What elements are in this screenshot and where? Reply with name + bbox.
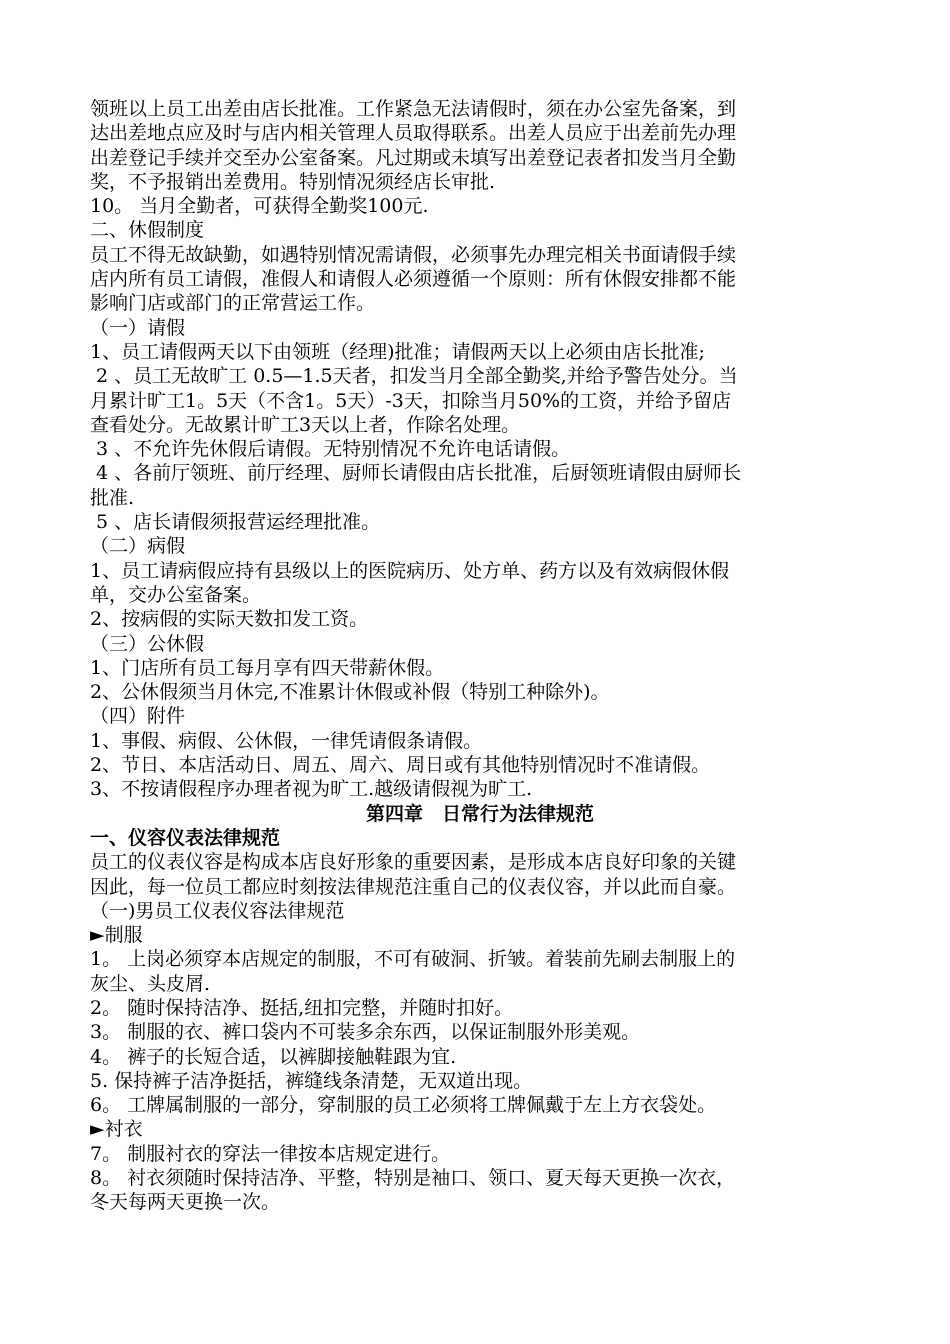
text-line: 批准.	[90, 486, 135, 509]
text-line: ►制服	[90, 924, 143, 947]
text-line: 查看处分。无故累计旷工3天以上者，作除名处理。	[90, 413, 521, 436]
text-line: 2 、员工无故旷工 0.5—1.5天者，扣发当月全部全勤奖,并给予警告处分。当	[90, 365, 738, 388]
text-line: 达出差地点应及时与店内相关管理人员取得联系。出差人员应于出差前先办理	[90, 122, 737, 145]
text-line: 2、公休假须当月休完,不准累计休假或补假（特别工种除外)。	[90, 681, 610, 704]
text-line: 领班以上员工出差由店长批准。工作紧急无法请假时，须在办公室先备案，到	[90, 98, 737, 120]
text-line: 6。 工牌属制服的一部分，穿制服的员工必须将工牌佩戴于左上方衣袋处。	[90, 1094, 717, 1117]
chapter-heading: 第四章 日常行为法律规范	[365, 802, 594, 825]
text-line: 2。 随时保持洁净、挺括,纽扣完整，并随时扣好。	[90, 996, 514, 1019]
text-line: 3、不按请假程序办理者视为旷工.越级请假视为旷工.	[90, 778, 533, 801]
text-line: 7。 制服衬衣的穿法一律按本店规定进行。	[90, 1142, 451, 1165]
text-line: 4。 裤子的长短合适，以裤脚接触鞋跟为宜.	[90, 1045, 457, 1068]
text-line: （二）病假	[90, 535, 186, 558]
text-line: 灰尘、头皮屑.	[90, 972, 211, 995]
text-line: 3 、不允许先休假后请假。无特别情况不允许电话请假。	[90, 438, 571, 461]
text-line: （四）附件	[90, 705, 186, 728]
text-line: 8。 衬衣须随时保持洁净、平整，特别是袖口、领口、夏天每天更换一次衣，	[90, 1167, 736, 1190]
text-line: （一)男员工仪表仪容法律规范	[90, 899, 345, 922]
text-line: 员工的仪表仪容是构成本店良好形象的重要因素，是形成本店良好印象的关键	[90, 851, 737, 874]
text-line: 冬天每两天更换一次。	[90, 1191, 281, 1214]
text-line: 1、员工请病假应持有县级以上的医院病历、处方单、药方以及有效病假休假	[90, 559, 730, 582]
text-line: 4 、各前厅领班、前厅经理、厨师长请假由店长批准，后厨领班请假由厨师长	[90, 462, 742, 485]
text-line: 10。 当月全勤者，可获得全勤奖100元.	[90, 195, 429, 218]
text-line: 1、员工请假两天以下由领班（经理)批准；请假两天以上必须由店长批准;	[90, 340, 705, 363]
text-line: 店内所有员工请假，准假人和请假人必须遵循一个原则：所有休假安排都不能	[90, 268, 737, 291]
text-line: 员工不得无故缺勤，如遇特别情况需请假，必须事先办理完相关书面请假手续	[90, 243, 737, 266]
text-line: 单，交办公室备案。	[90, 583, 262, 606]
text-line: （一）请假	[90, 316, 186, 339]
text-line: 5 、店长请假须报营运经理批准。	[90, 511, 381, 534]
text-line: 2、节日、本店活动日、周五、周六、周日或有其他特别情况时不准请假。	[90, 754, 711, 777]
text-line: 1、门店所有员工每月享有四天带薪休假。	[90, 656, 445, 679]
text-line: ►衬衣	[90, 1118, 143, 1141]
text-line: 2、按病假的实际天数扣发工资。	[90, 608, 369, 631]
text-line: 奖，不予报销出差费用。特别情况须经店长审批.	[90, 170, 496, 193]
text-line: 影响门店或部门的正常营运工作。	[90, 292, 376, 315]
text-line: 1。 上岗必须穿本店规定的制服，不可有破洞、折皱。着装前先刷去制服上的	[90, 948, 736, 971]
document-page	[90, 97, 870, 1215]
text-line: （三）公休假	[90, 632, 205, 655]
text-line: 因此，每一位员工都应时刻按法律规范注重自己的仪表仪容，并以此而自豪。	[90, 875, 737, 898]
text-line: 1、事假、病假、公休假，一律凭请假条请假。	[90, 729, 483, 752]
text-line: 5. 保持裤子洁净挺括，裤缝线条清楚，无双道出现。	[90, 1069, 533, 1092]
text-line: 月累计旷工1。5天（不含1。5天）-3天，扣除当月50%的工资，并给予留店	[90, 389, 732, 412]
text-line: 二、休假制度	[90, 219, 205, 242]
section-heading: 一、仪容仪表法律规范	[90, 826, 281, 849]
text-line: 3。 制服的衣、裤口袋内不可装多余东西，以保证制服外形美观。	[90, 1021, 641, 1044]
text-line: 出差登记手续并交至办公室备案。凡过期或未填写出差登记表者扣发当月全勤	[90, 146, 737, 169]
